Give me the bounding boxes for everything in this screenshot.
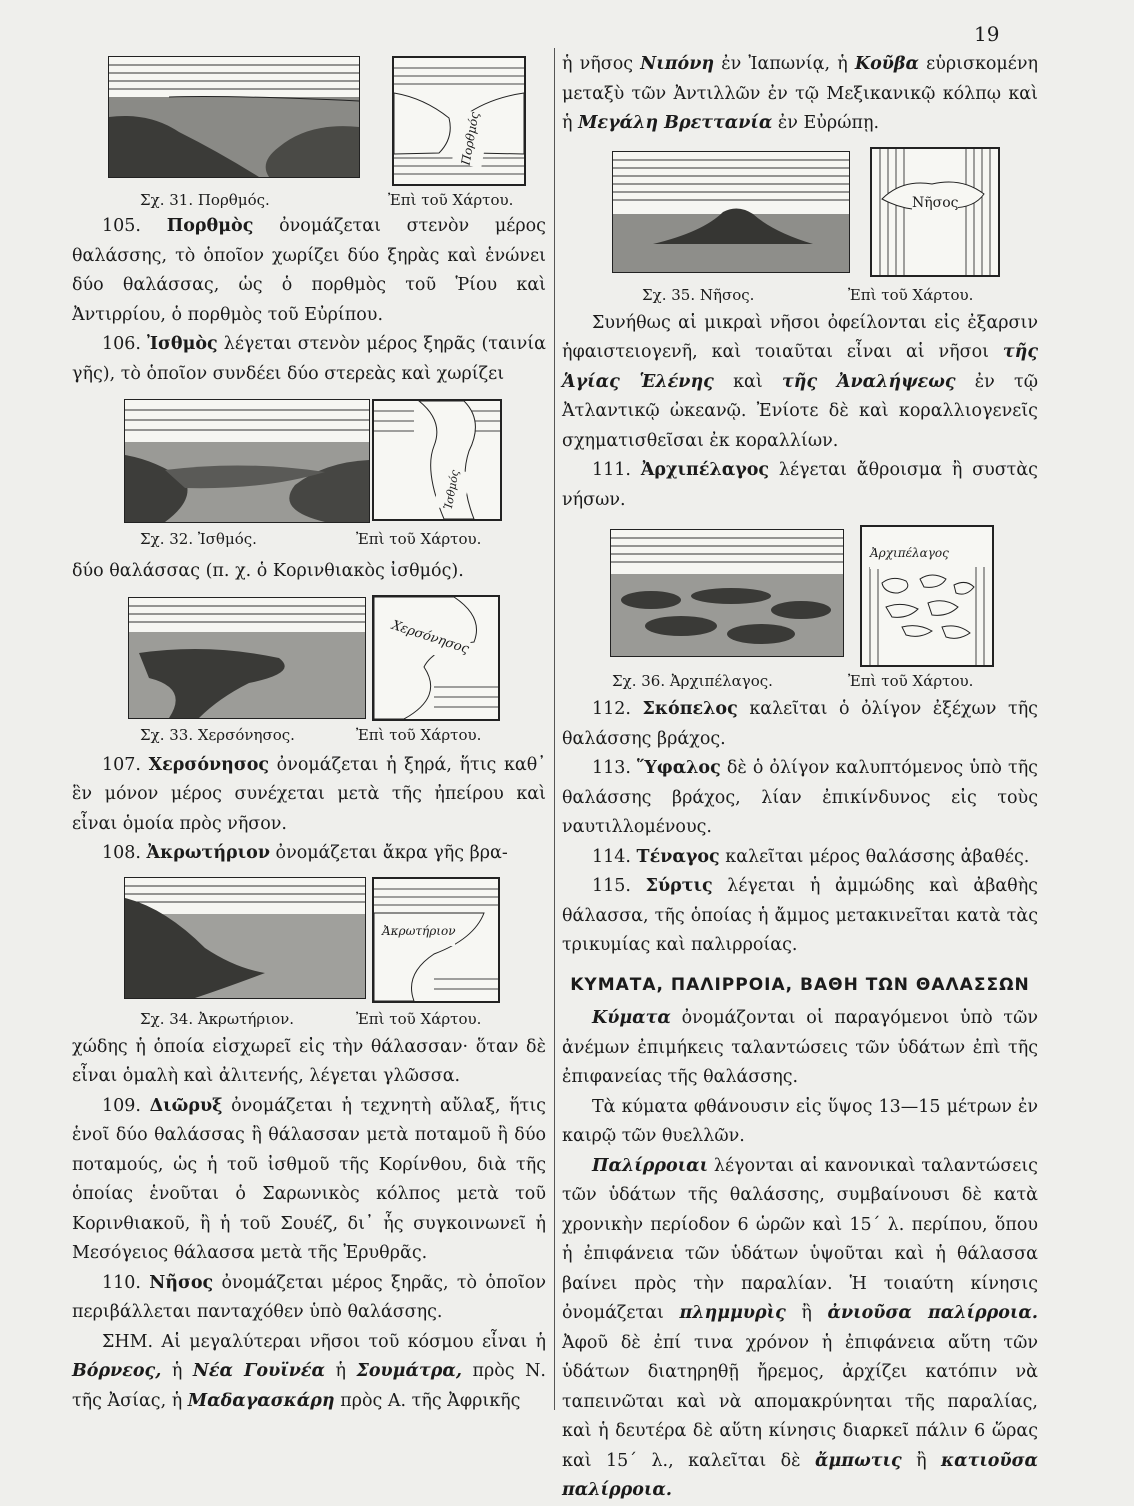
map-caption: Ἐπὶ τοῦ Χάρτου. bbox=[388, 191, 514, 209]
isthmus-map bbox=[372, 399, 502, 521]
paragraph-112: 112. Σκόπελος καλεῖται ὁ ὀλίγον ἐξέχων τῆς θαλάσσης βράχος. bbox=[562, 699, 1038, 749]
map-caption: Ἐπὶ τοῦ Χάρτου. bbox=[848, 285, 974, 304]
map-label: Πορθμός bbox=[452, 110, 490, 168]
figure-36 bbox=[562, 515, 1038, 695]
figure-33 bbox=[72, 587, 546, 751]
cape-map bbox=[372, 877, 500, 1003]
map-label: Ἀκρωτήριον bbox=[382, 917, 455, 947]
archipelago-map bbox=[860, 525, 994, 667]
paragraph-109: 109. Διῶρυξ ὀνομάζεται ἡ τεχνητὴ αὔλαξ, ἥτις ἑνοῖ δύο θαλάσσας ἢ θάλασσαν μετὰ ποταμοῦ ἢ δύο ποταμούς, ὡς ἡ τοῦ ἰσθμοῦ τῆς Κορίνθου, διὰ τῆς ὁποίας ἑνοῦται ὁ Σαρωνικὸς κόλπος μετὰ τοῦ Κορινθιακοῦ, ἢ ἡ τοῦ Σουέζ, δι᾽ ἧς συγκοινωνεῖ ἡ Μεσόγειος θάλασσα μετὰ τῆς Ἐρυθρᾶς. bbox=[72, 1095, 546, 1263]
figure-31 bbox=[72, 50, 546, 212]
paragraph-106: 106. Ἰσθμὸς λέγεται στενὸν μέρος ξηρᾶς (ταινία γῆς), τὸ ὁποῖον συνδέει δύο στερεὰς καὶ χωρίζει bbox=[72, 334, 546, 384]
paragraph-108: 108. Ἀκρωτήριον ὀνομάζεται ἄκρα γῆς βρα- bbox=[102, 843, 508, 863]
paragraph-110: 110. Νῆσος ὀνομάζεται μέρος ξηρᾶς, τὸ ὁποῖον περιβάλλεται πανταχόθεν ὑπὸ θαλάσσης. bbox=[72, 1272, 546, 1322]
paragraph-115: 115. Σύρτις λέγεται ἡ ἀμμώδης καὶ ἀβαθὴς θάλασσα, τῆς ὁποίας ἡ ἄμμος μετακινεῖται κατὰ τὰς τρικυμίας καὶ παλιρροίας. bbox=[562, 876, 1038, 955]
section-heading: ΚΥΜΑΤΑ, ΠΑΛΙΡΡΟΙΑ, ΒΑΘΗ ΤΩΝ ΘΑΛΑΣΣΩΝ bbox=[570, 974, 1030, 995]
map-caption: Ἐπὶ τοῦ Χάρτου. bbox=[848, 672, 974, 690]
figure-caption: Σχ. 31. Πορθμός. bbox=[140, 191, 270, 209]
figure-caption: Σχ. 33. Χερσόνησος. bbox=[140, 725, 295, 744]
map-caption: Ἐπὶ τοῦ Χάρτου. bbox=[356, 1009, 482, 1028]
paragraph-114: 114. Τέναγος καλεῖται μέρος θαλάσσης ἀβαθές. bbox=[592, 846, 1030, 867]
figure-caption: Σχ. 32. Ἰσθμός. bbox=[140, 530, 257, 548]
archipelago-illustration bbox=[610, 529, 844, 657]
map-label: Χερσόνησος bbox=[387, 611, 472, 664]
island-map bbox=[870, 147, 1000, 277]
paragraph-107: 107. Χερσόνησος ὀνομάζεται ἡ ξηρά, ἥτις καθ᾽ ἓν μόνον μέρος συνέχεται μετὰ τῆς ἠπείρου καὶ εἶναι ὁμοία πρὸς νῆσον. bbox=[72, 754, 546, 834]
paragraph-volcanic: Συνήθως αἱ μικραὶ νῆσοι ὀφείλονται εἰς ἐξαρσιν ἡφαιστειογενῆ, καὶ τοιαῦται εἶναι αἱ νῆσοι τῆς Ἁγίας Ἑλένης καὶ τῆς Ἀναλήψεως ἐν τῷ Ἀτλαντικῷ ὠκεανῷ. Ἐνίοτε δὲ καὶ κοραλλιογενεῖς σχηματισθεῖσαι ἐκ κοραλλίων. bbox=[562, 312, 1038, 451]
map-label: Νῆσος bbox=[912, 189, 958, 219]
paragraph-108-cont: χώδης ἡ ὁποία εἰσχωρεῖ εἰς τὴν θάλασσαν· ὅταν δὲ εἶναι ὁμαλὴ καὶ ἀλιτενής, λέγεται γλῶσσα. bbox=[72, 1036, 546, 1086]
paragraph-105: 105. Πορθμὸς ὀνομάζεται στενὸν μέρος θαλάσσης, τὸ ὁποῖον χωρίζει δύο ξηρὰς καὶ ἑνώνει δύο θαλάσσας, ὡς ὁ πορθμὸς τοῦ Ῥίου καὶ Ἀντιρρίου, ὁ πορθμὸς τοῦ Εὐρίπου. bbox=[72, 216, 546, 325]
map-caption: Ἐπὶ τοῦ Χάρτου. bbox=[356, 530, 482, 548]
paragraph-wave-height: Τὰ κύματα φθάνουσιν εἰς ὕψος 13—15 μέτρων ἐν καιρῷ τῶν θυελλῶν. bbox=[562, 1096, 1038, 1146]
paragraph-islands-cont: ἡ νῆσος Νιπόνη ἐν Ἰαπωνίᾳ, ἡ Κοῦβα εὑρισκομένη μεταξὺ τῶν Ἀντιλλῶν ἐν τῷ Μεξικανικῷ κόλπῳ καὶ ἡ Μεγάλη Βρεττανία ἐν Εὐρώπῃ. bbox=[562, 54, 1038, 133]
strait-map bbox=[392, 56, 526, 186]
column-divider bbox=[554, 48, 555, 1410]
paragraph-106-cont: δύο θαλάσσας (π. χ. ὁ Κορινθιακὸς ἰσθμός). bbox=[72, 561, 464, 581]
strait-illustration bbox=[108, 56, 360, 178]
map-label: Ἀρχιπέλαγος bbox=[870, 539, 949, 569]
paragraph-tides: Παλίρροιαι λέγονται αἱ κανονικαὶ ταλαντώσεις τῶν ὑδάτων τῆς θαλάσσης, συμβαίνουσι δὲ κατὰ χρονικὴν περίοδον 6 ὡρῶν καὶ 15΄ λ. περίπου, ὅπου ἡ ἐπιφάνεια τῶν ὑδάτων ὑψοῦται καὶ ἡ θάλασσα βαίνει πρὸς τὴν παραλίαν. Ἡ τοιαύτη κίνησις ὀνομάζεται πλημμυρὶς ἢ ἀνιοῦσα παλίρροια. Ἀφοῦ δὲ ἐπί τινα χρόνον ἡ ἐπιφάνεια αὕτη τῶν ὑδάτων διατηρηθῇ ἤρεμος, ἀρχίζει κατόπιν νὰ ταπεινῶται καὶ νὰ απομακρύνηται τῆς παραλίας, καὶ ἡ δευτέρα δὲ αὕτη κίνησις διαρκεῖ πάλιν 6 ὥρας καὶ 15΄ λ., καλεῖται δὲ ἄμπωτις ἢ κατιοῦσα παλίρροια. bbox=[562, 1155, 1038, 1500]
cape-illustration bbox=[124, 877, 366, 999]
left-column bbox=[72, 50, 546, 1416]
island-illustration bbox=[612, 151, 850, 273]
figure-caption: Σχ. 34. Ἀκρωτήριον. bbox=[140, 1009, 295, 1028]
peninsula-illustration bbox=[128, 597, 366, 719]
paragraph-waves: Κύματα ὀνομάζονται οἱ παραγόμενοι ὑπὸ τῶν ἀνέμων ἐπιμήκεις ταλαντώσεις τῶν ὑδάτων ἐπὶ τῆς ἐπιφανείας τῆς θαλάσσης. bbox=[562, 1008, 1038, 1087]
paragraph-note: ΣΗΜ. Αἱ μεγαλύτεραι νῆσοι τοῦ κόσμου εἶναι ἡ Βόρνεος, ἡ Νέα Γουϊνέα ἡ Σουμάτρα, πρὸς Ν. τῆς Ἀσίας, ἡ Μαδαγασκάρη πρὸς Α. τῆς Ἀφρικῆς bbox=[72, 1331, 546, 1411]
peninsula-map bbox=[372, 595, 500, 721]
figure-caption: Σχ. 35. Νῆσος. bbox=[642, 285, 755, 304]
map-label: Ἰσθμός bbox=[434, 468, 470, 512]
figure-caption: Σχ. 36. Ἀρχιπέλαγος. bbox=[612, 672, 773, 690]
figure-35 bbox=[562, 139, 1038, 309]
right-column bbox=[562, 50, 1038, 1506]
paragraph-111: 111. Ἀρχιπέλαγος λέγεται ἄθροισμα ἢ συστὰς νήσων. bbox=[562, 460, 1038, 510]
figure-34 bbox=[72, 869, 546, 1033]
isthmus-illustration bbox=[124, 399, 370, 523]
paragraph-113: 113. Ὕφαλος δὲ ὁ ὀλίγον καλυπτόμενος ὑπὸ τῆς θαλάσσης βράχος, λίαν ἐπικίνδυνος εἰς τοὺς ναυτιλλομένους. bbox=[562, 758, 1038, 837]
figure-32 bbox=[72, 389, 546, 557]
page-number: 19 bbox=[974, 22, 1000, 46]
map-caption: Ἐπὶ τοῦ Χάρτου. bbox=[356, 725, 482, 744]
